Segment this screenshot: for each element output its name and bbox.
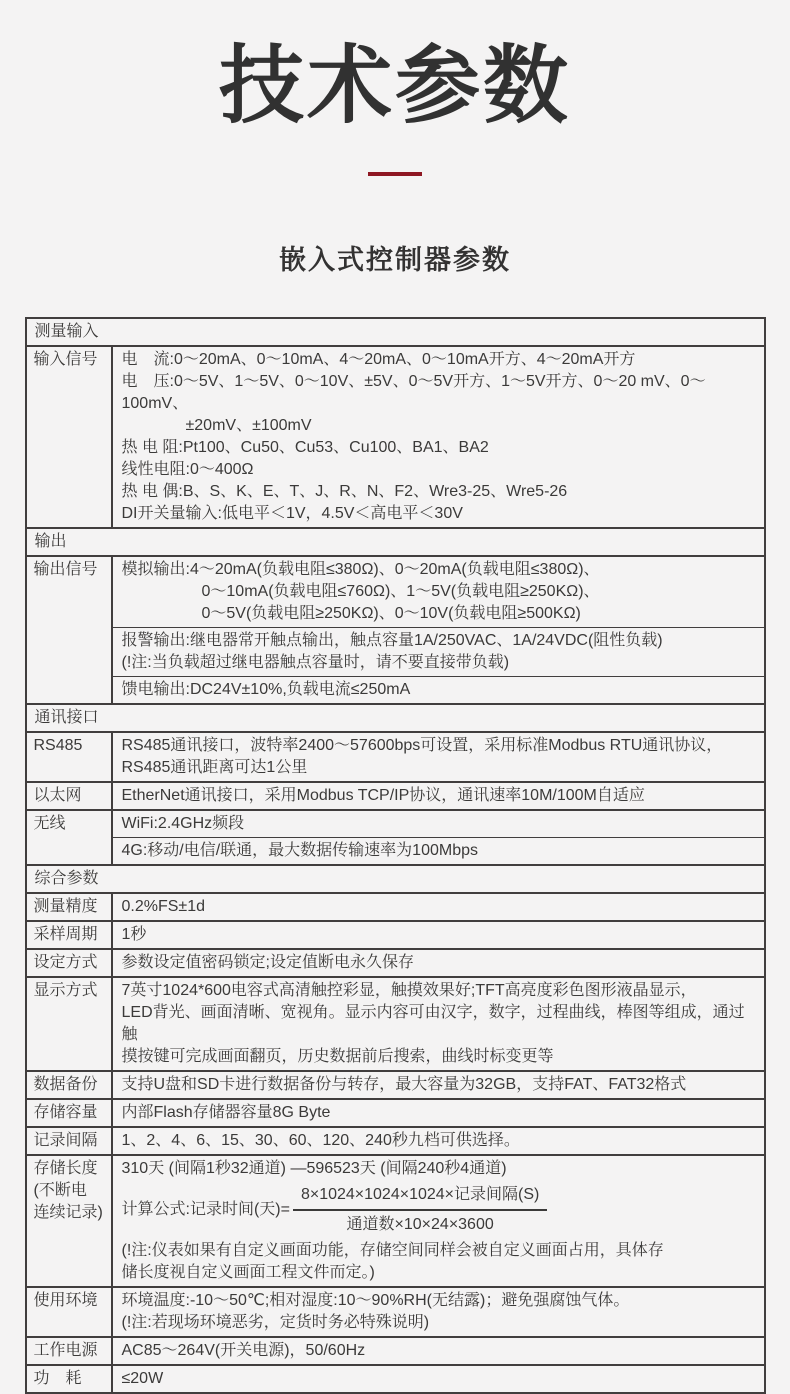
formula-fraction — [293, 1184, 547, 1236]
value-block — [113, 783, 764, 809]
value-line: 内部Flash存储器容量8G Byte — [121, 1104, 331, 1122]
section-subtitle: 嵌入式控制器参数 — [279, 245, 511, 276]
row-label: 存储容量 — [27, 1100, 113, 1126]
row-value — [113, 922, 764, 948]
spec-table — [25, 317, 766, 1394]
row-label: 无线 — [27, 811, 113, 864]
row-display-method — [27, 976, 764, 1070]
row-value — [113, 950, 764, 976]
row-data-backup — [27, 1070, 764, 1098]
row-label: 采样周期 — [27, 922, 113, 948]
row-setting-method — [27, 948, 764, 976]
value-line: 4G:移动/电信/联通，最大数据传输速率为100Mbps — [121, 842, 479, 860]
value-line: 线性电阻:0～400Ω — [121, 461, 254, 479]
value-line: (!注:仪表如果有自定义画面功能，存储空间同样会被自定义画面占用，具体存 — [121, 1242, 664, 1260]
page — [0, 34, 790, 1388]
row-wireless — [27, 809, 764, 864]
value-block — [113, 1156, 764, 1286]
section-header-general-parameters: 综合参数 — [27, 864, 764, 892]
value-line: 参数设定值密码锁定;设定值断电永久保存 — [121, 954, 414, 972]
value-line: 0～10mA(负载电阻≤760Ω)、1～5V(负载电阻≥250KΩ)、 — [121, 583, 600, 601]
row-label: RS485 — [27, 733, 113, 781]
section-header-measurement-input: 测量输入 — [34, 323, 99, 341]
value-line: (!注:若现场环境恶劣，定货时务必特殊说明) — [121, 1314, 430, 1332]
value-line: 报警输出:继电器常开触点输出，触点容量1A/250VAC、1A/24VDC(阻性负载) — [121, 632, 663, 650]
value-line: DI开关量输入:低电平＜1V，4.5V＜高电平＜30V — [121, 505, 463, 523]
row-label: 数据备份 — [27, 1072, 113, 1098]
row-value — [113, 783, 764, 809]
value-block — [113, 1100, 764, 1126]
row-value — [113, 1128, 764, 1154]
value-block — [113, 922, 764, 948]
value-block — [113, 1288, 764, 1336]
value-block-wifi — [113, 811, 764, 837]
row-label: 显示方式 — [27, 978, 113, 1070]
value-block — [113, 950, 764, 976]
row-label-line: 存储长度 — [33, 1160, 98, 1178]
value-line: 热 电 偶:B、S、K、E、T、J、R、N、F2、Wre3-25、Wre5-26 — [121, 483, 568, 501]
section-header-output: 输出 — [27, 527, 764, 555]
value-line: 支持U盘和SD卡进行数据备份与转存，最大容量为32GB，支持FAT、FAT32格式 — [121, 1076, 687, 1094]
value-block — [113, 978, 764, 1070]
value-line: ≤20W — [121, 1370, 164, 1388]
value-line: RS485通讯距离可达1公里 — [121, 759, 308, 777]
value-line: 0～5V(负载电阻≥250KΩ)、0～10V(负载电阻≥500KΩ) — [121, 605, 581, 623]
value-line: 310天 (间隔1秒32通道) —596523天 (间隔240秒4通道) — [121, 1160, 507, 1178]
value-line: ±20mV、±100mV — [121, 417, 312, 435]
row-ethernet — [27, 781, 764, 809]
value-block — [113, 1338, 764, 1364]
value-line: 1、2、4、6、15、30、60、120、240秒九档可供选择。 — [121, 1132, 520, 1150]
value-block — [113, 1366, 764, 1392]
row-storage-capacity — [27, 1098, 764, 1126]
row-value — [113, 978, 764, 1070]
row-value — [113, 894, 764, 920]
row-label: 测量精度 — [27, 894, 113, 920]
value-line: LED背光、画面清晰、宽视角。显示内容可由汉字，数字，过程曲线，棒图等组成，通过触 — [121, 1004, 745, 1044]
value-line: RS485通讯接口，波特率2400～57600bps可设置，采用标准Modbus RTU通讯协议， — [121, 737, 723, 755]
row-label: 以太网 — [27, 783, 113, 809]
row-power-supply — [27, 1336, 764, 1364]
row-value — [113, 811, 764, 864]
value-block-alarm-output — [113, 627, 764, 676]
value-block-4g — [113, 837, 764, 864]
row-power-consumption — [27, 1364, 764, 1392]
row-label: 设定方式 — [27, 950, 113, 976]
title-divider — [368, 172, 422, 176]
row-value — [113, 1100, 764, 1126]
row-value — [113, 1338, 764, 1364]
value-block-feed-output — [113, 676, 764, 703]
value-line: 热 电 阻:Pt100、Cu50、Cu53、Cu100、BA1、BA2 — [121, 439, 489, 457]
value-line: 储长度视自定义画面工程文件而定。) — [121, 1264, 375, 1282]
formula-prefix: 计算公式:记录时间(天)= — [121, 1201, 290, 1219]
value-line: 摸按键可完成画面翻页，历史数据前后搜索，曲线时标变更等 — [121, 1048, 554, 1066]
storage-formula — [122, 1184, 755, 1236]
value-line: EtherNet通讯接口，采用Modbus TCP/IP协议，通讯速率10M/100M自适应 — [121, 787, 645, 805]
row-value — [113, 1288, 764, 1336]
value-line: 0.2%FS±1d — [121, 898, 205, 916]
value-block — [113, 347, 764, 527]
value-block — [113, 1128, 764, 1154]
row-value — [113, 557, 764, 703]
row-output-signal — [27, 555, 764, 703]
row-value — [113, 1366, 764, 1392]
row-accuracy — [27, 892, 764, 920]
row-value — [113, 1072, 764, 1098]
row-label — [27, 1156, 113, 1286]
row-label: 工作电源 — [27, 1338, 113, 1364]
value-line: (!注:当负载超过继电器触点容量时，请不要直接带负载) — [121, 654, 510, 672]
row-sampling-period — [27, 920, 764, 948]
value-line: 模拟输出:4～20mA(负载电阻≤380Ω)、0～20mA(负载电阻≤380Ω)、 — [121, 561, 600, 579]
row-label: 输入信号 — [27, 347, 113, 527]
value-block — [113, 733, 764, 781]
row-operating-environment — [27, 1286, 764, 1336]
value-line: 电 压:0～5V、1～5V、0～10V、±5V、0～5V开方、1～5V开方、0～20 mV、0～100mV、 — [121, 373, 706, 413]
value-line: 1秒 — [121, 926, 147, 944]
section-header-communication: 通讯接口 — [27, 703, 764, 731]
value-block — [113, 894, 764, 920]
row-label: 使用环境 — [27, 1288, 113, 1336]
value-line: 电 流:0～20mA、0～10mA、4～20mA、0～10mA开方、4～20mA开方 — [121, 351, 636, 369]
row-value — [113, 1156, 764, 1286]
value-line: 7英寸1024*600电容式高清触控彩显，触摸效果好;TFT高亮度彩色图形液晶显示， — [121, 982, 697, 1000]
row-input-signal — [27, 345, 764, 527]
row-label: 输出信号 — [27, 557, 113, 703]
row-storage-length — [27, 1154, 764, 1286]
row-record-interval — [27, 1126, 764, 1154]
value-line: WiFi:2.4GHz频段 — [121, 815, 245, 833]
row-label: 功 耗 — [27, 1366, 113, 1392]
value-line: 馈电输出:DC24V±10%,负载电流≤250mA — [121, 681, 411, 699]
row-value — [113, 347, 764, 527]
row-label-line: 连续记录) — [33, 1204, 103, 1222]
fraction-numerator: 8×1024×1024×1024×记录间隔(S) — [293, 1184, 547, 1211]
value-block-analog-output — [113, 557, 764, 627]
row-value — [113, 733, 764, 781]
value-line: 环境温度:-10～50℃;相对湿度:10～90%RH(无结露)；避免强腐蚀气体。 — [121, 1292, 630, 1310]
page-title: 技术参数 — [218, 39, 571, 134]
fraction-denominator: 通道数×10×24×3600 — [346, 1216, 494, 1234]
value-line: AC85～264V(开关电源)，50/60Hz — [121, 1342, 366, 1360]
row-label: 记录间隔 — [27, 1128, 113, 1154]
row-label-line: (不断电 — [33, 1182, 87, 1200]
value-block — [113, 1072, 764, 1098]
row-rs485 — [27, 731, 764, 781]
